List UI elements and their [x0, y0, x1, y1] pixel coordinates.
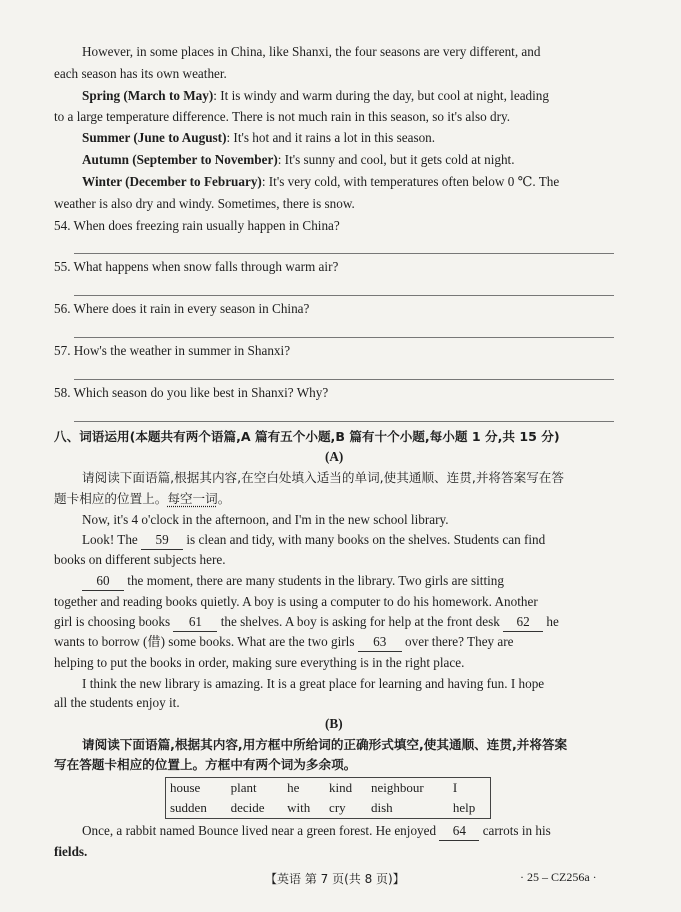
question-57: 57. How's the weather in summer in Shanxi?: [54, 343, 291, 358]
passage-a-line-3: books on different subjects here.: [54, 552, 226, 567]
instruction-a-text: 题卡相应的位置上。: [54, 491, 168, 506]
answer-line-57[interactable]: [74, 379, 614, 380]
instruction-a-line-2: [54, 490, 230, 508]
section-title: 八、词语运用(本题共有两个语篇,A 篇有五个小题,B 篇有十个小题,每小题 1 分,共 15 分): [54, 429, 560, 444]
instruction-b-line-1: 请阅读下面语篇,根据其内容,用方框中所给词的正确形式填空,使其通顺、连贯,并将答案: [82, 737, 568, 752]
passage-a-text: Look! The: [82, 532, 138, 547]
autumn-heading: Autumn (September to November): [82, 152, 278, 167]
word-box-cell: sudden: [170, 800, 207, 815]
passage-b-text: carrots in his: [482, 823, 551, 838]
passage-a-text: is clean and tidy, with many books on the shelves. Students can find: [186, 532, 546, 547]
word-box-cell: plant: [230, 780, 257, 795]
blank-64[interactable]: 64: [439, 822, 479, 841]
answer-line-54[interactable]: [74, 253, 614, 254]
answer-line-55[interactable]: [74, 295, 614, 296]
question-54: 54. When does freezing rain usually happen in China?: [54, 218, 340, 233]
winter-heading: Winter (December to February): [82, 174, 262, 189]
instruction-b-line-2: 写在答题卡相应的位置上。方框中有两个词为多余项。: [54, 757, 357, 772]
passage-a-text: the shelves. A boy is asking for help at the front desk: [220, 614, 500, 629]
passage-a-text: over there? They are: [405, 634, 514, 649]
passage-a-text: the moment, there are many students in the library. Two girls are sitting: [127, 573, 504, 588]
intro-line-1: However, in some places in China, like Shanxi, the four seasons are very different, and: [82, 44, 541, 59]
spring-line-2: to a large temperature difference. There is not much rain in this season, so it's also dry.: [54, 109, 510, 124]
page-code: · 25 – CZ256a ·: [520, 870, 597, 884]
autumn-line: [82, 151, 515, 169]
word-box-cell: with: [287, 800, 311, 815]
word-box-cell: decide: [230, 800, 265, 815]
spring-text: : It is windy and warm during the day, but cool at night, leading: [213, 88, 549, 103]
word-box: [165, 777, 491, 819]
answer-line-58[interactable]: [74, 421, 614, 422]
question-55: 55. What happens when snow falls through warm air?: [54, 259, 339, 274]
part-a-label: (A): [325, 449, 344, 464]
passage-a-text: wants to borrow (借) some books. What are the two girls: [54, 634, 355, 649]
word-box-cell: house: [170, 780, 201, 795]
word-box-cell: kind: [329, 780, 353, 795]
passage-a-line-5: together and reading books quietly. A boy is using a computer to do his homework. Another: [54, 594, 538, 609]
passage-a-text: girl is choosing books: [54, 614, 171, 629]
word-box-cell: help: [452, 800, 476, 815]
question-56: 56. Where does it rain in every season in China?: [54, 301, 310, 316]
passage-a-line-7: [54, 633, 514, 652]
winter-line-2: weather is also dry and windy. Sometimes, there is snow.: [54, 196, 355, 211]
instruction-a-emphasis: 每空一词: [167, 491, 218, 506]
blank-60[interactable]: 60: [82, 572, 124, 591]
passage-a-line-6: [54, 613, 559, 632]
page-footer: 【英语 第 7 页(共 8 页)】: [265, 872, 405, 886]
word-box-row: [166, 778, 491, 799]
passage-b-line-2: fields.: [54, 844, 88, 859]
word-box-cell: cry: [329, 800, 346, 815]
summer-heading: Summer (June to August): [82, 130, 227, 145]
spring-line-1: [82, 87, 549, 105]
passage-b-text: Once, a rabbit named Bounce lived near a green forest. He enjoyed: [82, 823, 437, 838]
winter-text: : It's very cold, with temperatures often below 0 ℃. The: [261, 174, 560, 189]
passage-b-line-1: [82, 822, 551, 841]
passage-a-line-4: [82, 572, 504, 591]
word-box-cell: he: [287, 780, 300, 795]
word-box-cell: neighbour: [370, 780, 424, 795]
autumn-text: : It's sunny and cool, but it gets cold at night.: [277, 152, 515, 167]
word-box-row: [166, 798, 491, 819]
blank-63[interactable]: 63: [358, 633, 402, 652]
instruction-a-line-1: 请阅读下面语篇,根据其内容,在空白处填入适当的单词,使其通顺、连贯,并将答案写在答: [82, 470, 564, 485]
passage-a-line-2: [82, 531, 545, 550]
question-58: 58. Which season do you like best in Shanxi? Why?: [54, 385, 329, 400]
spring-heading: Spring (March to May): [82, 88, 214, 103]
passage-a-line-8: helping to put the books in order, making sure everything is in the right place.: [54, 655, 465, 670]
part-b-label: (B): [325, 716, 343, 731]
blank-62[interactable]: 62: [503, 613, 543, 632]
passage-a-line-10: all the students enjoy it.: [54, 695, 180, 710]
summer-text: : It's hot and it rains a lot in this season.: [226, 130, 436, 145]
blank-61[interactable]: 61: [173, 613, 217, 632]
answer-line-56[interactable]: [74, 337, 614, 338]
word-box-cell: I: [452, 780, 458, 795]
passage-a-text: he: [546, 614, 559, 629]
passage-a-line-1: Now, it's 4 o'clock in the afternoon, and I'm in the new school library.: [82, 512, 449, 527]
word-box-cell: dish: [370, 800, 393, 815]
passage-a-line-9: I think the new library is amazing. It is a great place for learning and having fun. I hope: [82, 676, 545, 691]
summer-line: [82, 129, 435, 147]
blank-59[interactable]: 59: [141, 531, 183, 550]
intro-line-2: each season has its own weather.: [54, 66, 227, 81]
winter-line-1: [82, 173, 559, 191]
instruction-a-end: 。: [217, 491, 231, 506]
